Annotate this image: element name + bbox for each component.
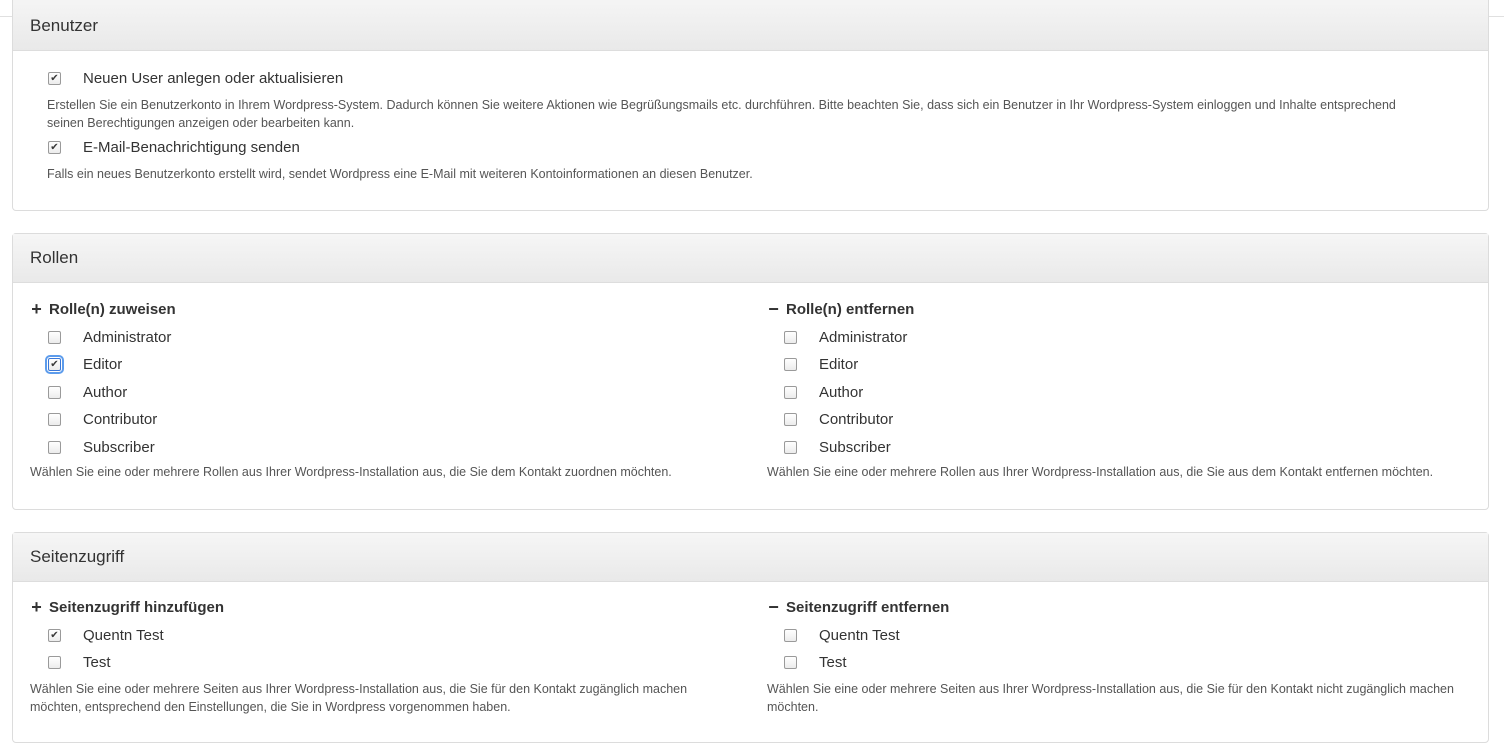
remove-role-subscriber[interactable] xyxy=(784,439,891,456)
remove-role-editor[interactable] xyxy=(784,356,858,373)
add-page-test-label: Test xyxy=(83,654,111,671)
assign-role-contributor[interactable] xyxy=(48,411,157,428)
send-email-option[interactable] xyxy=(48,139,300,156)
add-page-quentn-test-checkbox[interactable] xyxy=(48,629,61,642)
send-email-help: Falls ein neues Benutzerkonto erstellt wird, sendet Wordpress eine E-Mail mit weiteren Kontoinformationen an diesen Benutzer. xyxy=(47,167,753,181)
panel-title: Benutzer xyxy=(30,16,99,35)
send-email-label: E-Mail-Benachrichtigung senden xyxy=(83,139,300,156)
assign-role-author[interactable] xyxy=(48,384,127,401)
remove-page-access-title xyxy=(767,599,949,616)
assign-roles-title-text: Rolle(n) zuweisen xyxy=(49,301,176,318)
add-page-access-title-text: Seitenzugriff hinzufügen xyxy=(49,599,224,616)
remove-role-subscriber-checkbox[interactable] xyxy=(784,441,797,454)
remove-roles-title-text: Rolle(n) entfernen xyxy=(786,301,915,318)
remove-role-contributor[interactable] xyxy=(784,411,893,428)
remove-page-test-checkbox[interactable] xyxy=(784,656,797,669)
assign-role-contributor-label: Contributor xyxy=(83,411,158,428)
remove-role-subscriber-label: Subscriber xyxy=(819,439,891,456)
add-page-test[interactable] xyxy=(48,654,111,671)
panel-title: Rollen xyxy=(30,248,79,267)
remove-role-administrator-checkbox[interactable] xyxy=(784,331,797,344)
assign-roles-help: Wählen Sie eine oder mehrere Rollen aus Ihrer Wordpress-Installation aus, die Sie dem Kontakt zuordnen möchten. xyxy=(30,465,672,479)
panel-rollen xyxy=(12,233,1489,510)
plus-icon: + xyxy=(31,597,42,617)
assign-role-administrator-checkbox[interactable] xyxy=(48,331,61,344)
panel-seitenzugriff xyxy=(12,532,1489,743)
assign-role-author-checkbox[interactable] xyxy=(48,386,61,399)
assign-role-editor-checkbox[interactable] xyxy=(48,358,61,371)
remove-page-access-title-text: Seitenzugriff entfernen xyxy=(786,599,950,616)
assign-role-subscriber[interactable] xyxy=(48,439,155,456)
create-user-label: Neuen User anlegen oder aktualisieren xyxy=(83,70,344,87)
remove-role-administrator-label: Administrator xyxy=(819,329,908,346)
remove-page-quentn-test-checkbox[interactable] xyxy=(784,629,797,642)
assign-role-author-label: Author xyxy=(83,384,128,401)
assign-role-administrator[interactable] xyxy=(48,329,171,346)
remove-page-test-label: Test xyxy=(819,654,847,671)
remove-role-editor-label: Editor xyxy=(819,356,859,373)
minus-icon: − xyxy=(768,597,779,617)
assign-role-editor-label: Editor xyxy=(83,356,123,373)
remove-role-contributor-checkbox[interactable] xyxy=(784,413,797,426)
assign-role-subscriber-checkbox[interactable] xyxy=(48,441,61,454)
panel-heading xyxy=(13,533,1488,582)
plus-icon: + xyxy=(31,299,42,319)
add-page-quentn-test-label: Quentn Test xyxy=(83,627,164,644)
remove-role-contributor-label: Contributor xyxy=(819,411,894,428)
create-user-help: Erstellen Sie ein Benutzerkonto in Ihrem Wordpress-System. Dadurch können Sie weitere Aktionen wie Begrüßungsmails etc. durchführen. Bitte beachten Sie, dass sich ein Benutzer in Ihr Wordpress-System einloggen und Inhalte entsprechend seinen Berechtigungen anzeigen oder bearbeiten kann. xyxy=(47,98,1396,130)
remove-page-test[interactable] xyxy=(784,654,847,671)
add-page-access-title xyxy=(30,599,224,616)
minus-icon: − xyxy=(768,299,779,319)
panel-heading xyxy=(13,234,1488,283)
assign-role-administrator-label: Administrator xyxy=(83,329,172,346)
assign-role-contributor-checkbox[interactable] xyxy=(48,413,61,426)
remove-role-author[interactable] xyxy=(784,384,863,401)
remove-page-quentn-test-label: Quentn Test xyxy=(819,627,900,644)
panel-title: Seitenzugriff xyxy=(30,547,125,566)
send-email-checkbox[interactable] xyxy=(48,141,61,154)
assign-role-subscriber-label: Subscriber xyxy=(83,439,155,456)
remove-page-quentn-test[interactable] xyxy=(784,627,900,644)
remove-role-editor-checkbox[interactable] xyxy=(784,358,797,371)
panel-heading xyxy=(13,0,1488,51)
add-page-quentn-test[interactable] xyxy=(48,627,164,644)
assign-roles-title xyxy=(30,301,176,318)
remove-role-author-label: Author xyxy=(819,384,864,401)
assign-role-editor[interactable] xyxy=(48,356,122,373)
remove-role-author-checkbox[interactable] xyxy=(784,386,797,399)
create-user-option[interactable] xyxy=(48,70,343,87)
remove-role-administrator[interactable] xyxy=(784,329,907,346)
create-user-checkbox[interactable] xyxy=(48,72,61,85)
panel-benutzer xyxy=(12,0,1489,211)
add-page-access-help: Wählen Sie eine oder mehrere Seiten aus Ihrer Wordpress-Installation aus, die Sie für den Kontakt zugänglich machen möchten, entsprechend den Einstellungen, die Sie in Wordpress vorgenommen haben. xyxy=(30,682,688,714)
remove-page-access-help: Wählen Sie eine oder mehrere Seiten aus Ihrer Wordpress-Installation aus, die Sie für den Kontakt nicht zugänglich machen möchten. xyxy=(767,682,1454,714)
add-page-test-checkbox[interactable] xyxy=(48,656,61,669)
remove-roles-help: Wählen Sie eine oder mehrere Rollen aus Ihrer Wordpress-Installation aus, die Sie aus dem Kontakt entfernen möchten. xyxy=(767,465,1434,479)
remove-roles-title xyxy=(767,301,914,318)
